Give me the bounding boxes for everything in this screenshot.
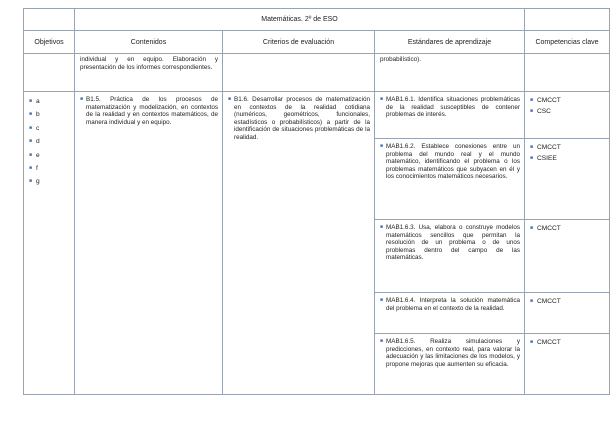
competencia-item: CSC <box>537 108 551 115</box>
competencia-item: CMCCT <box>537 298 561 305</box>
competencias-list: ■ CMCCT <box>530 298 561 305</box>
competencias-list: ■ CMCCT <box>530 339 561 346</box>
header-criterios: Criterios de evaluación <box>223 31 375 54</box>
continuation-estandares: probabilístico). <box>380 56 421 63</box>
criterio-text: B1.6. Desarrollar procesos de matematización en contextos de la realidad cotidiana (numéricos, geométricos, funcionales, estadísticos o probabilísticos) a partir de la identificación de situaciones problemáticas de la realidad. <box>234 96 370 141</box>
continuation-contenidos: individual y en equipo. Elaboración y presentación de los informes correspondientes. <box>80 56 218 71</box>
list-item: ■ b <box>29 111 40 119</box>
objetivos-list <box>29 95 70 189</box>
header-estandares: Estándares de aprendizaje <box>375 31 525 54</box>
competencia-item: CSIEE <box>537 155 557 162</box>
table-title: Matemáticas. 2º de ESO <box>75 9 525 31</box>
estandar-text: MAB1.6.3. Usa, elabora o construye modelos matemáticos sencillos que permitan la resolución de un problema o de unos problemas dentro del campo de las matemáticas. <box>386 224 520 262</box>
list-item: ■ d <box>29 138 40 146</box>
curriculum-table <box>23 8 610 395</box>
title-spacer-right <box>525 9 610 31</box>
competencias-list: ■ CMCCT ■ CSIEE <box>530 144 561 162</box>
table-row: ■ MAB1.6.2. Establece conexiones entre un problema del mundo real y el mundo matemático, identificando el problema o los problemas matemáticos que subyacen en él y los conocimientos matemáticos necesarios. ■ CMCCT ■ CSIEE <box>24 139 610 220</box>
header-competencias: Competencias clave <box>525 31 610 54</box>
contenido-text: B1.5. Práctica de los procesos de matematización y modelización, en contextos de la realidad y en contextos matemáticos, de manera individual y en equipo. <box>86 96 218 126</box>
list-item: ■ e <box>29 151 40 159</box>
table-row: ■ MAB1.6.5. Realiza simulaciones y predicciones, en contexto real, para valorar la adecuación y las limitaciones de los modelos, y propone mejoras que aumenten su eficacia. ■ CMCCT <box>24 334 610 395</box>
table-row: ■ a ■ b ■ c ■ d ■ e ■ f ■ g ■ B1.5. Práctica de los procesos de matematización y modelización, en contextos de la realidad y en contextos matemáticos, de manera individual y en equipo. ■ B1.6. Desarrollar procesos de matematización en contextos de la realidad cotidiana (numéricos, geométricos, funcionales, estadísticos o probabilísticos) a partir de la identificación de situaciones problemáticas de la realidad. ■ MAB1.6.1. Identifica situaciones problemáticas de la realidad susceptibles de contener problemas de interés. ■ CMCCT ■ CSC <box>24 92 610 139</box>
list-item: ■ a <box>29 98 40 105</box>
competencia-item: CMCCT <box>537 97 561 104</box>
competencias-list: ■ CMCCT ■ CSC <box>530 97 561 115</box>
estandar-text: MAB1.6.2. Establece conexiones entre un problema del mundo real y el mundo matemático, identificando el problema o los problemas matemáticos que subyacen en él y los conocimientos matemáticos necesarios. <box>386 143 520 181</box>
competencia-item: CMCCT <box>537 144 561 151</box>
table-row: ■ MAB1.6.4. Interpreta la solución matemática del problema en el contexto de la realidad. ■ CMCCT <box>24 293 610 334</box>
header-contenidos: Contenidos <box>75 31 223 54</box>
estandar-text: MAB1.6.4. Interpreta la solución matemática del problema en el contexto de la realidad. <box>386 297 520 312</box>
competencia-item: CMCCT <box>537 225 561 232</box>
list-item: ■ g <box>29 178 40 186</box>
competencias-list: ■ CMCCT <box>530 225 561 232</box>
list-item: ■ c <box>29 124 40 132</box>
continuation-row <box>24 54 610 92</box>
header-objetivos: Objetivos <box>24 31 75 54</box>
competencia-item: CMCCT <box>537 339 561 346</box>
list-item: ■ f <box>29 165 38 173</box>
title-spacer <box>24 9 75 31</box>
estandar-text: MAB1.6.5. Realiza simulaciones y predicciones, en contexto real, para valorar la adecuación y las limitaciones de los modelos, y propone mejoras que aumenten su eficacia. <box>386 338 520 368</box>
estandar-text: MAB1.6.1. Identifica situaciones problemáticas de la realidad susceptibles de contener problemas de interés. <box>386 96 520 119</box>
table-row: ■ MAB1.6.3. Usa, elabora o construye modelos matemáticos sencillos que permitan la resolución de un problema o de unos problemas dentro del campo de las matemáticas. ■ CMCCT <box>24 220 610 293</box>
